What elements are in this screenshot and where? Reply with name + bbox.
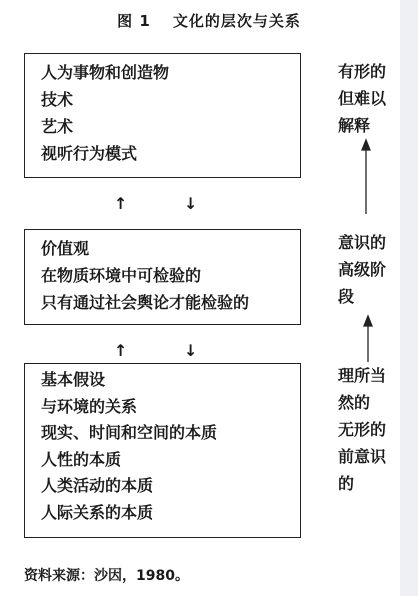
side-label-line: 段 xyxy=(338,287,355,306)
source-note: 资料来源：沙因，1980。 xyxy=(24,568,189,584)
side-label-line: 理所当 xyxy=(338,366,387,385)
side-label-line: 有形的 xyxy=(338,62,387,81)
down-arrow-icon: ↓ xyxy=(184,341,198,360)
figure-label: 图 1 xyxy=(117,12,151,30)
level-item: 基本假设 xyxy=(41,370,106,389)
side-label-line: 解释 xyxy=(338,116,371,135)
side-label-line: 前意识 xyxy=(338,447,387,466)
side-label-line: 无形的 xyxy=(338,420,387,439)
level-item: 与环境的关系 xyxy=(41,396,138,416)
level-item: 只有通过社会舆论才能检验的 xyxy=(41,293,250,312)
side-label-line: 的 xyxy=(338,474,355,493)
level-item: 视听行为模式 xyxy=(41,144,138,163)
side-label-line: 但难以 xyxy=(338,89,387,108)
level-item: 价值观 xyxy=(41,239,90,258)
level-item: 人性的本质 xyxy=(41,449,122,469)
up-arrow-icon: ↑ xyxy=(114,341,128,360)
level-item: 现实、时间和空间的本质 xyxy=(41,423,218,442)
level-item: 艺术 xyxy=(41,117,74,136)
down-arrow-icon: ↓ xyxy=(184,194,198,213)
side-up-arrow-icon xyxy=(364,316,372,362)
side-label-line: 高级阶 xyxy=(338,260,387,279)
side-label-line: 然的 xyxy=(338,393,371,412)
level-item: 人际关系的本质 xyxy=(41,502,154,522)
side-label-line: 意识的 xyxy=(338,233,387,252)
side-up-arrow-icon xyxy=(362,140,370,214)
level-item: 在物质环境中可检验的 xyxy=(41,266,202,285)
level-item: 人为事物和创造物 xyxy=(41,63,170,82)
level-item: 技术 xyxy=(41,90,74,109)
up-arrow-icon: ↑ xyxy=(114,194,128,213)
level-item: 人类活动的本质 xyxy=(41,476,154,495)
figure-title-text: 文化的层次与关系 xyxy=(172,12,301,30)
